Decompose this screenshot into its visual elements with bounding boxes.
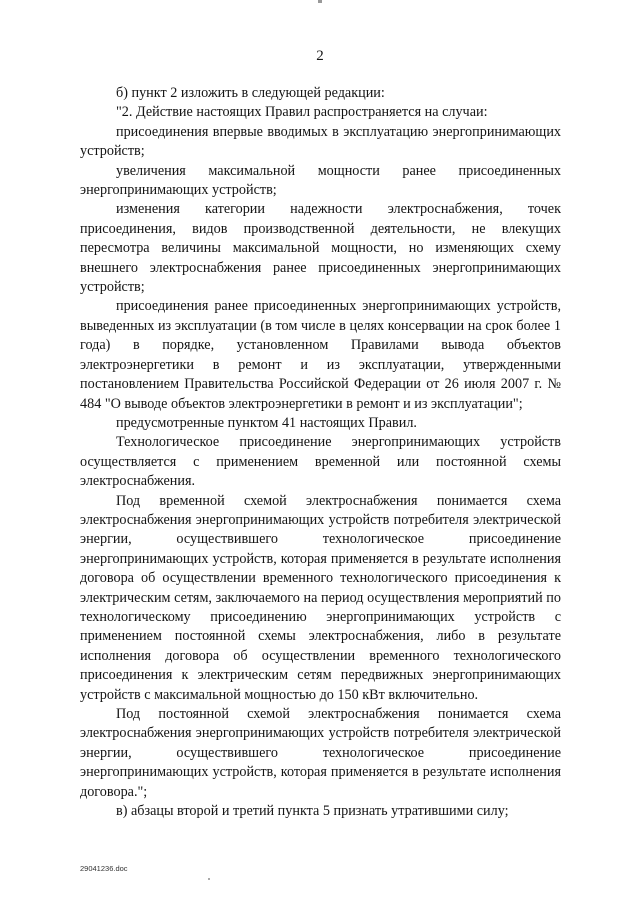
page-number: 2 [316,48,324,64]
scan-mark [318,0,322,3]
footer-filename: 29041236.doc [80,864,128,873]
paragraph-case-power-increase: увеличения максимальной мощности ранее присоединенных энергопринимающих устройств; [80,162,561,199]
document-body [80,84,561,821]
paragraph-permanent-scheme: Под постоянной схемой электроснабжения понимается схема электроснабжения энергопринимающих устройств потребителя электрической энергии, осуществившего технологическое присоединение энергопринимающих устройств, которая применяется в результате исполнения договора."; [80,706,561,800]
paragraph-c-repeal: в) абзацы второй и третий пункта 5 признать утратившими силу; [116,803,509,820]
paragraph-case-new-connection: присоединения впервые вводимых в эксплуатацию энергопринимающих устройств; [80,123,561,160]
paragraph-case-reconnection: присоединения ранее присоединенных энергопринимающих устройств, выведенных из эксплуатации (в том числе в целях консервации на срок более 1 года) в порядке, установленном Правилами вывода объектов электроэнергетики в ремонт и из эксплуатации, утвержденными постановлением Правительства Российской Федерации от 26 июля 2007 г. № 484 "О выводе объектов электроэнергетики в ремонт и из эксплуатации"; [80,298,561,412]
paragraph-b-intro: б) пункт 2 изложить в следующей редакции: [116,85,385,101]
paragraph-case-category-change: изменения категории надежности электроснабжения, точек присоединения, видов производственной деятельности, не влекущих пересмотра величины максимальной мощности, но изменяющих схему внешнего электроснабжения ранее присоединенных энергопринимающих устройств; [80,201,561,296]
paragraph-temporary-scheme: Под временной схемой электроснабжения понимается схема электроснабжения энергопринимающих устройств потребителя электрической энергии, осуществившего технологическое присоединение энергопринимающих устройств, которая применяется в результате исполнения договора об осуществлении временного технологического присоединения к электрическим сетям, заключаемого на период осуществления мероприятий по технологическому присоединению энергопринимающих устройств с применением постоянной схемы электроснабжения, либо в результате исполнения договора об осуществлении временного технологического присоединения к электрическим сетям передвижных энергопринимающих устройств с максимальной мощностью до 150 кВт включительно. [80,492,561,703]
paragraph-case-clause-41: предусмотренные пунктом 41 настоящих Правил. [116,414,417,431]
paragraph-clause-2-heading: "2. Действие настоящих Правил распространяется на случаи: [116,104,488,121]
paragraph-connection-schemes: Технологическое присоединение энергопринимающих устройств осуществляется с применением временной или постоянной схемы электроснабжения. [80,434,561,490]
scan-mark [208,878,210,880]
